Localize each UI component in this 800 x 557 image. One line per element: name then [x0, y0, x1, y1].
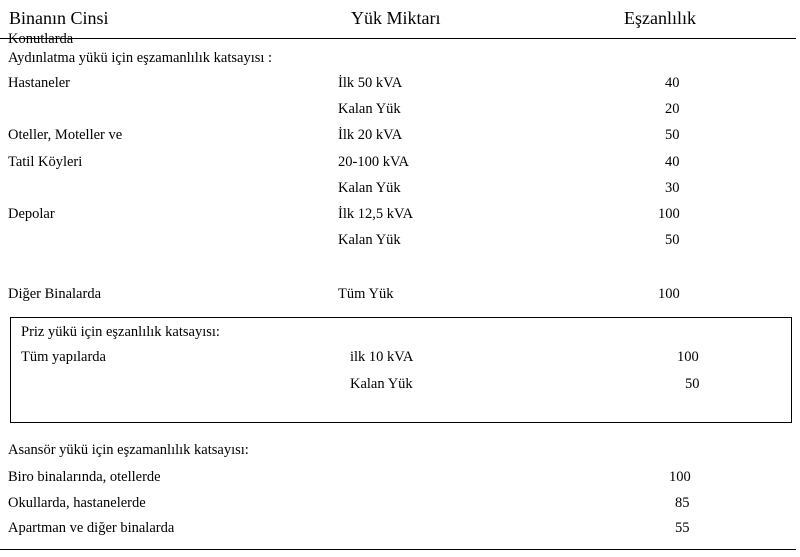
bottom-divider — [0, 549, 796, 550]
lighting-row-building: Diğer Binalarda — [8, 286, 102, 302]
socket-row-load: ilk 10 kVA — [350, 349, 414, 365]
lighting-row-factor: 40 — [665, 154, 680, 170]
lighting-row-factor: 100 — [658, 286, 680, 302]
lighting-row-factor: 50 — [665, 232, 680, 248]
socket-row-factor: 50 — [685, 376, 700, 392]
lighting-row-building: Oteller, Moteller ve — [8, 127, 123, 143]
socket-row-factor: 100 — [677, 349, 699, 365]
clipped-row-text: Konutlarda — [8, 31, 74, 47]
socket-row-building: Tüm yapılarda — [21, 349, 106, 365]
elevator-row-building: Apartman ve diğer binalarda — [8, 520, 175, 536]
lighting-row-load: Kalan Yük — [338, 232, 401, 248]
lighting-row-factor: 50 — [665, 127, 680, 143]
elevator-section-title: Asansör yükü için eşzamanlılık katsayısı: — [8, 442, 249, 458]
column-header-building: Binanın Cinsi — [9, 8, 109, 28]
lighting-row-building: Tatil Köyleri — [8, 154, 83, 170]
lighting-row-building: Hastaneler — [8, 75, 70, 91]
elevator-row-factor: 100 — [669, 469, 691, 485]
lighting-row-load: İlk 20 kVA — [338, 127, 403, 143]
socket-section-title: Priz yükü için eşzanlılık katsayısı: — [21, 324, 220, 340]
lighting-row-load: 20-100 kVA — [338, 154, 410, 170]
elevator-row-building: Biro binalarında, otellerde — [8, 469, 161, 485]
elevator-row-factor: 55 — [675, 520, 690, 536]
column-header-load: Yük Miktarı — [351, 8, 441, 28]
column-header-factor: Eşzanlılık — [624, 8, 696, 28]
elevator-row-building: Okullarda, hastanelerde — [8, 495, 146, 511]
lighting-row-load: Tüm Yük — [338, 286, 394, 302]
lighting-row-factor: 40 — [665, 75, 680, 91]
lighting-row-building: Depolar — [8, 206, 55, 222]
socket-row-load: Kalan Yük — [350, 376, 413, 392]
lighting-section-title: Aydınlatma yükü için eşzamanlılık katsayısı : — [8, 50, 273, 66]
lighting-row-load: İlk 50 kVA — [338, 75, 403, 91]
elevator-row-factor: 85 — [675, 495, 690, 511]
lighting-row-load: İlk 12,5 kVA — [338, 206, 414, 222]
lighting-row-factor: 100 — [658, 206, 680, 222]
header-divider — [0, 38, 796, 39]
lighting-row-load: Kalan Yük — [338, 180, 401, 196]
lighting-row-factor: 30 — [665, 180, 680, 196]
lighting-row-load: Kalan Yük — [338, 101, 401, 117]
lighting-row-factor: 20 — [665, 101, 680, 117]
